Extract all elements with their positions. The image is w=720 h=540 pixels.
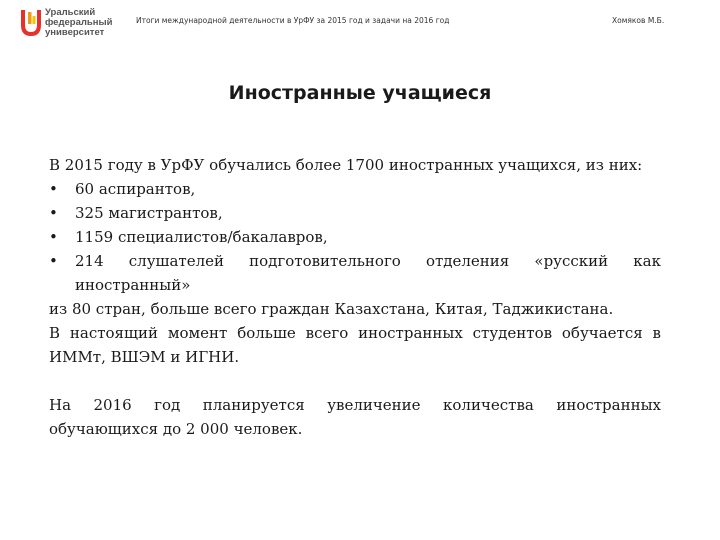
bullet-icon: • [49,252,58,270]
slide-header [0,0,720,46]
paragraph-spacer [49,369,661,393]
list-item [49,225,661,249]
logo-line-1: Уральский [45,7,96,18]
bullet-icon: • [49,180,58,198]
bullet-icon: • [49,204,58,222]
plan-paragraph: На 2016 год планируется увеличение количества иностранных обучающихся до 2 000 человек. [49,396,661,438]
current-paragraph: В настоящий момент больше всего иностранных студентов обучается в ИММт, ВШЭМ и ИГНИ. [49,324,661,366]
intro-paragraph: В 2015 году в УрФУ обучались более 1700 иностранных учащихся, из них: [49,156,643,174]
students-list [49,177,661,297]
list-item [49,177,661,201]
logo-text [45,8,112,38]
list-item-text: 1159 специалистов/бакалавров, [75,228,328,246]
author-name: Хомяков М.Б. [612,16,665,25]
countries-paragraph: из 80 стран, больше всего граждан Казахстана, Китая, Таджикистана. [49,300,614,318]
list-item-text: 325 магистрантов, [75,204,223,222]
page-title: Иностранные учащиеся [228,82,492,104]
slide-body [49,153,661,441]
bullet-icon: • [49,228,58,246]
urfu-logo [20,8,120,38]
list-item-text: 60 аспирантов, [75,180,196,198]
list-item [49,249,661,297]
presentation-title: Итоги международной деятельности в УрФУ за 2015 год и задачи на 2016 год [136,16,450,25]
list-item [49,201,661,225]
list-item-text: 214 слушателей подготовительного отделения «русский как иностранный» [75,252,661,294]
logo-line-3: университет [45,27,105,38]
urfu-logo-icon [20,8,42,38]
logo-line-2: федеральный [45,17,113,28]
